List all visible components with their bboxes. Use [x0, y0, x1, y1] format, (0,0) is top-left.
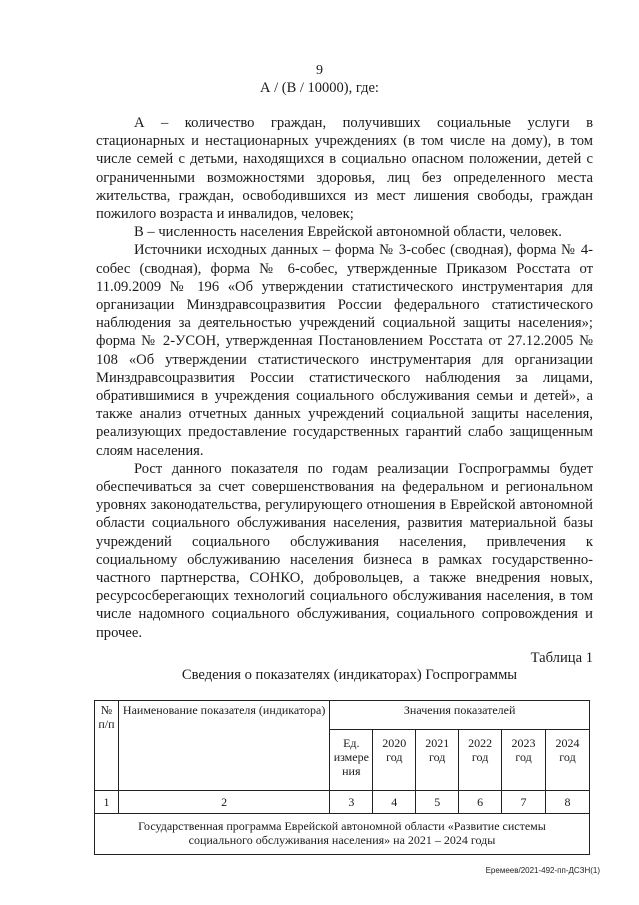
header-unit: Ед. измере ния — [330, 730, 373, 791]
indicators-table — [94, 700, 590, 855]
table-caption: Таблица 1 — [530, 650, 593, 666]
column-index: 2 — [118, 791, 329, 814]
header-year: 2023 год — [502, 730, 546, 791]
paragraph-growth-factors: Рост данного показателя по годам реализации Госпрограммы будет обеспечиваться за счет совершенствования на федеральном и региональном уровнях законодательства, регулирующего отношения в Еврейской автономной области социального обслуживания населения, развития материальной базы учреждений социального обслуживания населения, привлечения к социальному обслуживанию населения бизнеса в рамках государственно-частного партнерства, СОНКО, добровольцев, а также внедрения новых, ресурсосберегающих технологий социального обслуживания населения, в том числе надомного социального обслуживания, социального сопровождения и прочее. — [96, 460, 593, 641]
header-values: Значения показателей — [330, 701, 590, 730]
table-row — [95, 814, 590, 855]
body-text — [96, 114, 593, 642]
column-index: 1 — [95, 791, 119, 814]
column-index: 4 — [373, 791, 416, 814]
header-year: 2022 год — [459, 730, 502, 791]
table-title: Сведения о показателях (индикаторах) Госпрограммы — [181, 667, 518, 683]
column-index: 6 — [459, 791, 502, 814]
header-year: 2020 год — [373, 730, 416, 791]
table-row — [95, 791, 590, 814]
column-index: 8 — [546, 791, 590, 814]
paragraph-a-definition: А – количество граждан, получивших социальные услуги в стационарных и нестационарных учреждениях (в том числе на дому), в том числе семей с детьми, находящихся в социально опасном положении, детей с ограниченными возможностями здоровья, лиц без определенного места жительства, граждан, освободившихся из мест лишения свободы, граждан пожилого возраста и инвалидов, человек; — [96, 115, 593, 223]
column-index: 5 — [416, 791, 459, 814]
header-year: 2021 год — [416, 730, 459, 791]
header-number: № п/п — [95, 701, 119, 791]
header-indicator-name: Наименование показателя (индикатора) — [118, 701, 329, 791]
formula: А / (В / 10000), где: — [260, 80, 379, 96]
program-title-cell: Государственная программа Еврейской автономной области «Развитие системы социального обслуживания населения» на 2021 – 2024 годы — [95, 814, 590, 855]
paragraph-data-sources: Источники исходных данных – форма № 3-собес (сводная), форма № 4-собес (сводная), форма № 6-собес, утвержденные Приказом Росстата от 11.09.2009 № 196 «Об утверждении статистического инструментария для организации Минздравсоцразвития России федерального статистического наблюдения за деятельностью учреждений социальной защиты населения»; форма № 2-УСОН, утвержденная Постановлением Росстата от 27.12.2005 № 108 «Об утверждении статистического инструментария для организации Минздравсоцразвития России статистического наблюдения за лицами, обратившимися в учреждения социального обслуживания семьи и детей», а также анализ отчетных данных учреждений социальной защиты населения, реализующих предоставление государственных гарантий слабо защищенным слоям населения. — [96, 242, 593, 459]
document-reference: Еремеев/2021-492-пп-ДСЗН(1) — [485, 866, 600, 875]
paragraph-b-definition: В – численность населения Еврейской автономной области, человек. — [134, 224, 562, 241]
column-index: 3 — [330, 791, 373, 814]
column-index: 7 — [502, 791, 546, 814]
header-year: 2024 год — [546, 730, 590, 791]
page-number: 9 — [316, 63, 323, 78]
